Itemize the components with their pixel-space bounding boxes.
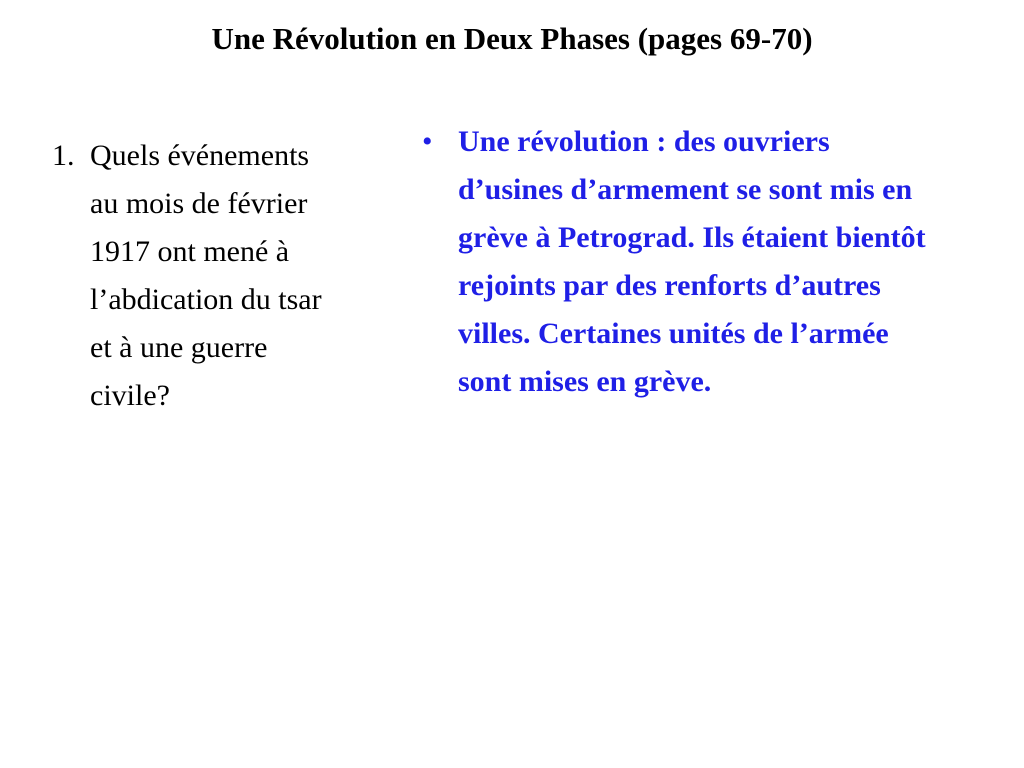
slide-title: Une Révolution en Deux Phases (pages 69-70) — [211, 21, 813, 56]
question-item — [52, 132, 352, 420]
answer-item — [418, 118, 938, 406]
answer-text: Une révolution : des ouvriers d’usines d’armement se sont mis en grève à Petrograd. Ils étaient bientôt rejoints par des renforts d’autres villes. Certaines unités de l’armée sont mises en grève. — [458, 125, 926, 398]
question-number: 1. — [52, 139, 75, 172]
question-text: Quels événements au mois de février 1917 ont mené à l’abdication du tsar et à une guerre civile? — [90, 139, 322, 412]
question-column — [52, 132, 352, 420]
bullet-icon: • — [422, 125, 433, 158]
answer-column — [418, 118, 938, 406]
